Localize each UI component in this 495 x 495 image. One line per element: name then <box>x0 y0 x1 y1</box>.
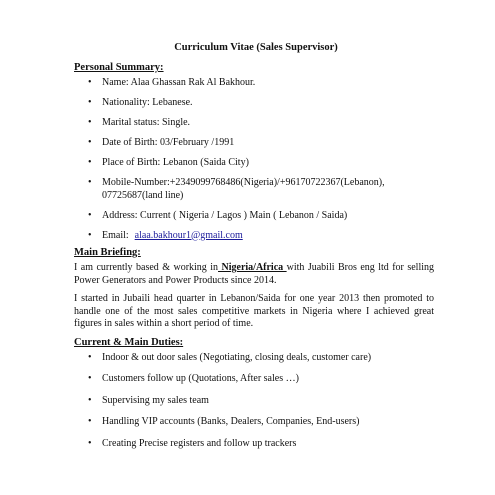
duties-list <box>74 352 434 451</box>
bullet-icon: • <box>88 177 92 188</box>
list-item-marital-status: • Marital status: Single. <box>88 117 191 128</box>
bullet-icon: • <box>88 416 92 427</box>
bullet-icon: • <box>88 97 92 108</box>
cv-document <box>74 42 434 459</box>
list-item-email <box>74 230 434 243</box>
bullet-icon: • <box>88 117 92 128</box>
bullet-icon: • <box>88 394 92 406</box>
personal-summary-heading: Personal Summary: <box>74 62 164 73</box>
email-link[interactable]: alaa.bakhour1@gmail.com <box>134 229 243 241</box>
email-label: Email: <box>102 229 129 241</box>
list-item-date-of-birth: • Date of Birth: 03/February /1991 <box>88 137 235 148</box>
duty-item: • Indoor & out door sales (Negotiating, closing deals, customer care) <box>88 351 372 363</box>
briefing-paragraph-2: I started in Jubaili head quarter in Lebanon/Saida for one year 2013 then promoted to handle one of the most sales competitive markets in Nigeria where I achieved great figures in sales within a short period of time. <box>74 293 434 329</box>
main-briefing-heading: Main Briefing: <box>74 247 141 258</box>
location-emphasis: Nigeria/Africa <box>218 262 287 273</box>
duty-item: • Customers follow up (Quotations, After sales …) <box>88 373 299 384</box>
duty-item: • Creating Precise registers and follow up trackers <box>88 437 297 449</box>
list-item-place-of-birth: • Place of Birth: Lebanon (Saida City) <box>88 157 249 168</box>
briefing-paragraph-1: I am currently based & working in Nigeria/Africa with Juabili Bros eng ltd for selling Power Generators and Power Products since 2014. <box>74 262 435 286</box>
bullet-icon: • <box>88 351 92 363</box>
bullet-icon: • <box>88 77 92 88</box>
list-item-name: • Name: Alaa Ghassan Rak Al Bakhour. <box>88 77 256 88</box>
duties-heading: Current & Main Duties: <box>74 336 184 348</box>
personal-summary-list <box>74 77 434 242</box>
bullet-icon: • <box>88 229 92 241</box>
duty-item: • Supervising my sales team <box>88 394 209 406</box>
bullet-icon: • <box>88 209 92 221</box>
bullet-icon: • <box>88 157 92 168</box>
duty-item: • Handling VIP accounts (Banks, Dealers, Companies, End-users) <box>88 416 360 427</box>
document-title: Curriculum Vitae (Sales Supervisor) <box>174 42 338 53</box>
list-item-nationality: • Nationality: Lebanese. <box>88 97 193 108</box>
bullet-icon: • <box>88 373 92 384</box>
list-item-address: • Address: Current ( Nigeria / Lagos ) Main ( Lebanon / Saida) <box>88 209 348 221</box>
list-item-mobile-number: • Mobile-Number:+2349099768486(Nigeria)/+96170722367(Lebanon), 07725687(land line) <box>88 177 385 201</box>
bullet-icon: • <box>88 437 92 449</box>
bullet-icon: • <box>88 137 92 148</box>
